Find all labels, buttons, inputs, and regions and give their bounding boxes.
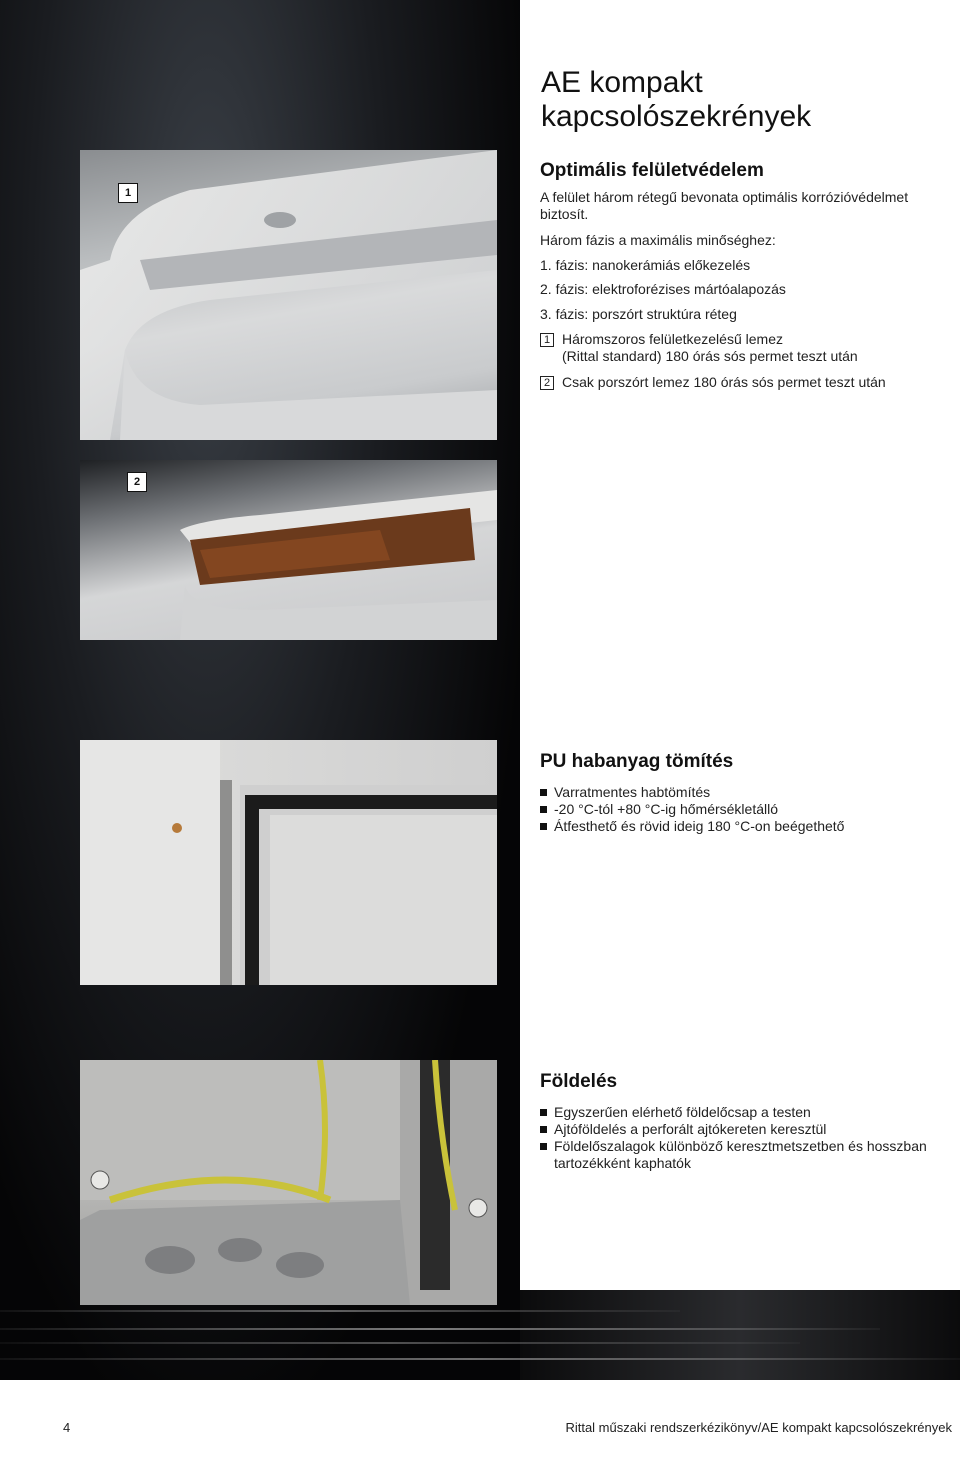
callout-1-line2: (Rittal standard) 180 órás sós permet teszt után bbox=[562, 348, 858, 364]
bullet-item: Egyszerűen elérhető földelőcsap a testen bbox=[540, 1104, 958, 1121]
grounding-photo bbox=[80, 1060, 497, 1305]
callout-text: Csak porszórt lemez 180 órás sós permet teszt után bbox=[562, 374, 886, 390]
pu-seal-photo bbox=[80, 740, 497, 985]
bullet-item: Földelőszalagok különböző keresztmetszetben és hosszban tartozékként kaphatók bbox=[540, 1138, 958, 1172]
callout-badge: 1 bbox=[540, 333, 554, 347]
callout-2 bbox=[540, 374, 950, 391]
page-number: 4 bbox=[63, 1420, 71, 1435]
photo2-badge: 2 bbox=[127, 472, 147, 492]
section1-phases-intro: Három fázis a maximális minőséghez: bbox=[540, 232, 776, 248]
phase-item: 1. fázis: nanokerámiás előkezelés bbox=[540, 257, 751, 273]
section-title-grounding: Földelés bbox=[540, 1071, 618, 1092]
pu-seal-bullets bbox=[540, 784, 958, 835]
callout-text: Háromszoros felületkezelésű lemez bbox=[562, 331, 783, 347]
grounding-bullets bbox=[540, 1104, 958, 1172]
bullet-item: Varratmentes habtömítés bbox=[540, 784, 958, 801]
phase-item: 2. fázis: elektroforézises mártóalapozás bbox=[540, 281, 786, 297]
section-title-pu-seal: PU habanyag tömítés bbox=[540, 751, 734, 772]
coated-sheet-photo bbox=[80, 150, 497, 440]
page-title: AE kompakt kapcsolószekrények bbox=[541, 66, 812, 133]
callout-1 bbox=[540, 331, 950, 348]
footer-caption: Rittal műszaki rendszerkézikönyv/AE kompakt kapcsolószekrények bbox=[565, 1420, 952, 1435]
bullet-item: Átfesthető és rövid ideig 180 °C-on beégethető bbox=[540, 818, 958, 835]
section1-intro: A felület három rétegű bevonata optimális korrózióvédelmet biztosít. bbox=[540, 189, 909, 222]
bullet-item: Ajtóföldelés a perforált ajtókereten keresztül bbox=[540, 1121, 958, 1138]
photo1-badge: 1 bbox=[118, 183, 138, 203]
callout-badge: 2 bbox=[540, 376, 554, 390]
phase-item: 3. fázis: porszórt struktúra réteg bbox=[540, 306, 737, 322]
bullet-item: -20 °C-tól +80 °C-ig hőmérsékletálló bbox=[540, 801, 958, 818]
section-title-surface-protection: Optimális felületvédelem bbox=[540, 160, 764, 181]
